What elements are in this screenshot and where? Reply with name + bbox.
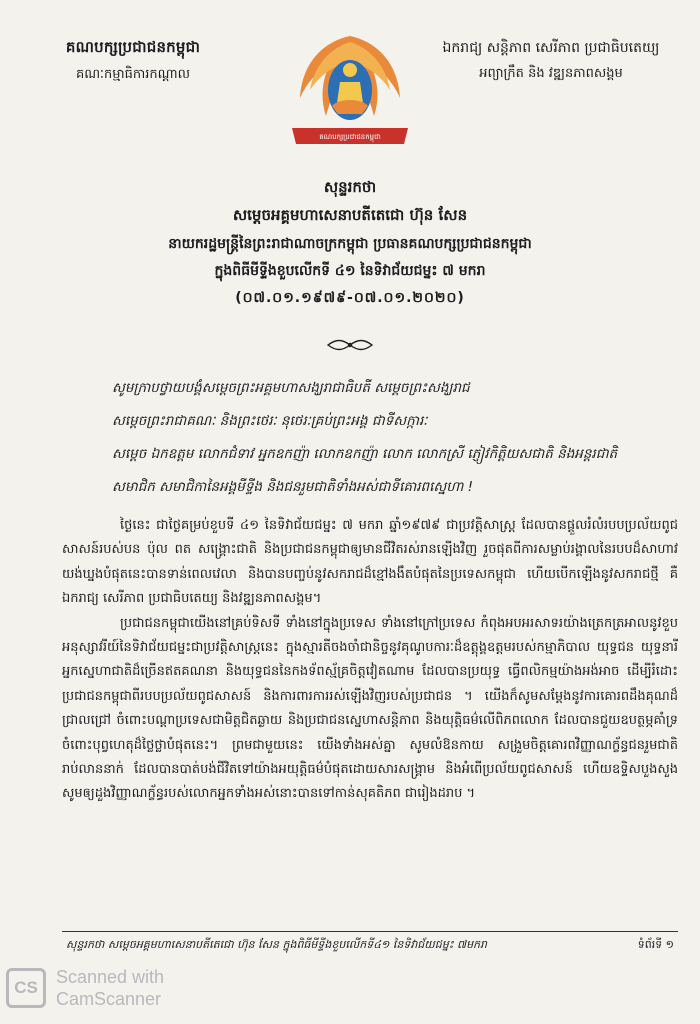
- title-position: នាយករដ្ឋមន្ត្រីនៃព្រះរាជាណាចក្រកម្ពុជា ប្រធានគណបក្សប្រជាជនកម្ពុជា: [168, 236, 532, 252]
- motto-line-2: អព្យាក្រឹត និង វឌ្ឍនភាពសង្គម: [479, 66, 623, 81]
- party-name: គណបក្សប្រជាជនកម្ពុជា: [65, 38, 201, 56]
- camscanner-watermark: [6, 964, 246, 1016]
- paragraph: ប្រជាជនកម្ពុជាយើងនៅគ្រប់ទិសទី ទាំងនៅក្នុងប្រទេស ទាំងនៅក្រៅប្រទេស កំពុងអបអរសាទរយ៉ាងត្រេកត្រអាលនូវខួបអនុស្សាវរីយ៍នៃទិវាជ័យជម្នះជាប្រវត្តិសាស្ត្រនេះ ក្នុងស្មារតីចងចាំជានិច្ចនូវគុណូបការៈដ៏ឧត្តុង្គឧត្តមរបស់កម្មាភិបាល យុទ្ធជន យុទ្ធនារី អ្នកស្នេហាជាតិដ៏ច្រើនឥតគណនា និងយុទ្ធជននៃកងទ័ពស្ម័គ្រចិត្តវៀតណាម ដែលបានប្រយុទ្ធ ធ្វើពលិកម្មយ៉ាងអង់អាច ដើម្បីរំដោះប្រជាជនកម្ពុជាពីរបបប្រល័យពូជសាសន៍ និងការពារការរស់ឡើងវិញរបស់ប្រជាជន ។ យើងក៏សូមសម្ដែងនូវការគោរពដឹងគុណដ៏ជ្រាលជ្រៅ ចំពោះបណ្ដាប្រទេសជាមិត្តជិតឆ្ងាយ និងប្រជាជនស្នេហាសន្តិភាព និងយុត្តិធម៌លើពិភពលោក ដែលបានជួយឧបត្ថម្ភគាំទ្រចំពោះបុព្វហេតុដ៏ថ្លៃថ្លាបំផុតនេះ។ ព្រមជាមួយនេះ យើងទាំងអស់គ្នា សូមលំឱនកាយ សង្រួមចិត្តគោរពវិញ្ញាណក្ខ័ន្ធជនរួមជាតិរាប់លាននាក់ ដែលបានបាត់បង់ជីវិតទៅយ៉ាងអយុត្តិធម៌បំផុតដោយសារសង្គ្រាម និងអំពើប្រល័យពូជសាសន៍ ហើយឧទ្ទិសបួងសួងសូមឲ្យដួងវិញ្ញាណក្ខ័ន្ធរបស់លោកអ្នកទាំងអស់នោះបានទៅកាន់សុគតិភព ជារៀងដរាប ។: [62, 615, 678, 802]
- footer-divider: [62, 931, 678, 932]
- title-speaker: សម្ដេចអគ្គមហាសេនាបតីតេជោ ហ៊ុន សែន: [232, 206, 468, 224]
- page-number: ទំព័រទី ១: [637, 938, 674, 951]
- ornament-icon: [326, 337, 374, 353]
- motto-header: [416, 38, 686, 84]
- speech-body: [62, 514, 678, 807]
- logo-caption: គណបក្សប្រជាជនកម្ពុជា: [319, 133, 381, 141]
- watermark-line-2: CamScanner: [56, 989, 162, 1009]
- title-event: ក្នុងពិធីមីទ្ទីងខួបលើកទី ៤១ នៃទិវាជ័យជម្នះ ៧ មករា: [214, 263, 486, 279]
- party-logo-icon: [282, 24, 418, 150]
- salutation-line: សមាជិក សមាជិកានៃអង្គមីទ្ទីង និងជនរួមជាតិទាំងអស់ជាទីគោរពស្នេហា !: [112, 479, 474, 495]
- salutation-line: សម្ដេចព្រះរាជាគណៈ និងព្រះថេរៈ នុថេរៈគ្រប់ព្រះអង្គ ជាទីសក្ការៈ: [112, 413, 428, 429]
- paragraph: ថ្ងៃនេះ ជាថ្ងៃគម្រប់ខួបទី ៤១ នៃទិវាជ័យជម្នះ ៧ មករា ឆ្នាំ១៩៧៩ ជាប្រវត្តិសាស្ត្រ ដែលបានផ្ដួលរំលំរបបប្រល័យពូជសាសន៍របស់បន ប៉ុល ពត សង្គ្រោះជាតិ និងប្រជាជនកម្ពុជាឲ្យមានជីវិតរស់រានឡើងវិញ រួចផុតពីការសម្លាប់រង្គាលនៃរបបដ៏សាហាវយង់ឃ្នងបំផុតនេះបានទាន់ពេលវេលា និងបានបញ្ចប់នូវសករាជដ៏ខ្មៅងងឹតបំផុតនៃប្រទេសកម្ពុជា ហើយបើកឡើងនូវសករាជថ្មី គឺឯករាជ្យ សេរីភាព ប្រជាធិបតេយ្យ និងវឌ្ឍនភាពសង្គម។: [62, 518, 678, 607]
- speech-title: [20, 178, 680, 309]
- title-speech: សុន្ទរកថា: [323, 178, 377, 196]
- motto-line-1: ឯករាជ្យ សន្តិភាព សេរីភាព ប្រជាធិបតេយ្យ: [442, 40, 660, 56]
- watermark-line-1: Scanned with: [56, 967, 165, 987]
- camscanner-text: [56, 966, 164, 1010]
- salutation-line: សូមក្រាបថ្វាយបង្គំសម្ដេចព្រះអគ្គមហាសង្ឃរាជាធិបតី សម្ដេចព្រះសង្ឃរាជ: [112, 380, 470, 396]
- party-header: [18, 38, 248, 85]
- salutation: [112, 372, 672, 504]
- footer-caption: សុន្ទរកថា សម្ដេចអគ្គមហាសេនាបតីតេជោ ហ៊ុន សែន ក្នុងពិធីមីទ្ទីងខួបលើកទី៤១ នៃទិវាជ័យជម្នះ ៧មករា: [66, 938, 488, 951]
- title-dates: (០៧.០១.១៩៧៩-០៧.០១.២០២០): [235, 290, 465, 306]
- committee-name: គណៈកម្មាធិការកណ្ដាល: [75, 67, 191, 82]
- camscanner-logo-icon: CS: [6, 968, 46, 1008]
- salutation-line: សម្ដេច ឯកឧត្តម លោកជំទាវ អ្នកឧកញ៉ា លោកឧកញ៉ា លោក លោកស្រី ភ្ញៀវកិត្តិយសជាតិ និងអន្តរជាតិ: [112, 446, 618, 462]
